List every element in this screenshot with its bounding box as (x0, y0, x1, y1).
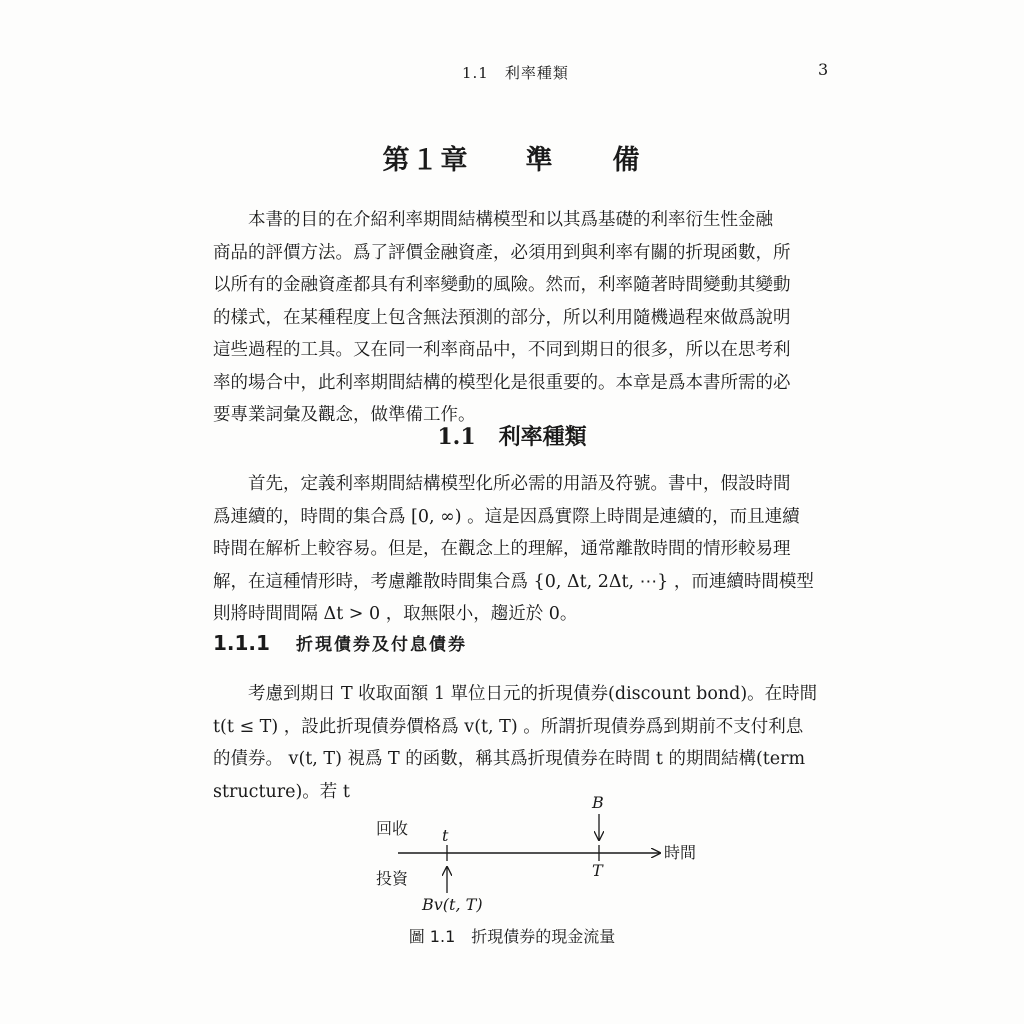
text-line: 首先，定義利率期間結構模型化所必需的用語及符號。書中，假設時間 (248, 474, 791, 494)
text-line: structure)。若 t (213, 781, 350, 802)
text-line: 率的場合中，此利率期間結構的模型化是很重要的。本章是爲本書所需的必 (213, 372, 791, 393)
text-line: 以所有的金融資產都具有利率變動的風險。然而，利率隨著時間變動其變動 (213, 275, 791, 295)
text-line: 則將時間間隔 Δt > 0 ，取無限小，趨近於 0。 (213, 604, 578, 624)
text-line: 商品的評價方法。爲了評價金融資產，必須用到與利率有關的折現函數，所 (213, 242, 791, 263)
section-paragraph (213, 468, 833, 631)
running-title: 1.1 利率種類 (462, 64, 569, 82)
text-line: 解，在這種情形時，考慮離散時間集合爲 {0, Δt, 2Δt, ⋯} ，而連續時間模型 (213, 571, 814, 592)
section-number: 1.1 (437, 424, 476, 450)
mark-T: T (592, 861, 603, 880)
figure-label: 圖 1.1 (408, 927, 456, 946)
section-heading (0, 420, 1024, 451)
page-number: 3 (818, 60, 829, 79)
text-line: 的樣式，在某種程度上包含無法預測的部分，所以利用隨機過程來做爲說明 (213, 307, 791, 328)
chapter-heading (0, 138, 1024, 177)
subsection-number: 1.1.1 (213, 631, 270, 655)
chapter-label: 第１章 (382, 145, 470, 176)
cash-flow-diagram (360, 790, 720, 920)
text-line: 的債券。 v(t, T) 視爲 T 的函數，稱其爲折現債券在時間 t 的期間結構(term (213, 749, 806, 769)
label-invest: 投資 (376, 869, 409, 888)
mark-B: B (592, 793, 604, 812)
chapter-title: 準 備 (525, 145, 642, 176)
text-line: 這些過程的工具。又在同一利率商品中，不同到期日的很多，所以在思考利 (213, 340, 791, 360)
subsection-paragraph (213, 678, 833, 808)
text-line: 時間在解析上較容易。但是，在觀念上的理解，通常離散時間的情形較易理 (213, 539, 791, 559)
subsection-heading (213, 630, 467, 655)
running-header (0, 58, 1024, 88)
mark-Bv: Bv(t, T) (422, 895, 483, 914)
text-line: 要專業詞彙及觀念，做準備工作。 (213, 405, 476, 425)
label-receive: 回收 (376, 819, 409, 838)
subsection-title: 折現債券及付息債券 (295, 635, 467, 655)
figure-caption-text: 折現債券的現金流量 (471, 927, 616, 946)
text-line: 本書的目的在介紹利率期間結構模型和以其爲基礎的利率衍生性金融 (248, 210, 773, 230)
mark-t: t (442, 826, 449, 845)
label-time: 時間 (664, 843, 697, 862)
text-line: 考慮到期日 T 收取面額 1 單位日元的折現債券(discount bond)。在時間 (248, 684, 818, 704)
text-line: 爲連續的，時間的集合爲 [0, ∞) 。這是因爲實際上時間是連續的，而且連續 (213, 506, 800, 527)
section-title: 利率種類 (498, 424, 587, 450)
text-line: t(t ≤ T) ，設此折現債券價格爲 v(t, T) 。所謂折現債券爲到期前不支付利息 (213, 716, 804, 737)
intro-paragraph (213, 204, 833, 432)
figure-caption (0, 924, 1024, 947)
